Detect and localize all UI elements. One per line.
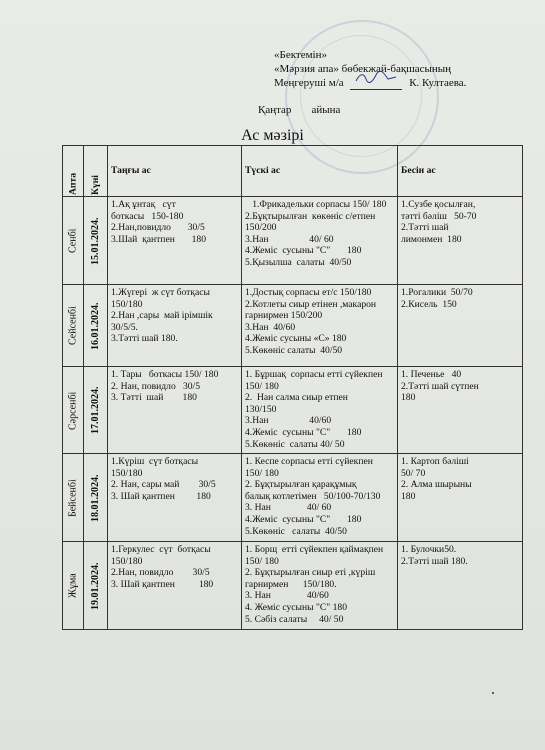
menu-line: 50/ 70	[401, 467, 426, 479]
manager-prefix: Меңгеруші м/а	[274, 77, 344, 89]
menu-line: 4.Жеміс сусыны "С" 180	[245, 426, 362, 438]
snack-cell	[398, 197, 523, 285]
menu-line: 5.Көкөніс салаты 40/50	[245, 344, 343, 356]
menu-line: 1. Картоп бәліші	[401, 456, 469, 467]
menu-line: 1. Бұршақ сорпасы етті сүйекпен	[245, 369, 383, 380]
menu-line: 4.Жеміс сусыны "С" 180	[245, 513, 362, 525]
menu-line: балық котлетімен 50/100-70/130	[245, 490, 381, 502]
page-mark	[492, 692, 494, 694]
menu-line: 3. Шай қантпен 180	[111, 578, 214, 590]
menu-line: 150/ 180	[245, 555, 279, 567]
month-line	[258, 104, 340, 116]
menu-line: 30/5/5.	[111, 321, 138, 333]
menu-line: 4. Жеміс сусыны "С" 180	[245, 601, 347, 613]
menu-line: 2. Бұқтырылған сиыр еті ,күріш	[245, 567, 376, 579]
column-header-week: Апта	[63, 146, 84, 197]
lunch-cell	[242, 542, 398, 630]
menu-line: 1.Достық сорпасы ет/с 150/180	[245, 287, 372, 298]
menu-line: 1.Ақ ұнтақ сүт	[111, 199, 176, 210]
menu-line: 3. Шай қантпен 180	[111, 490, 211, 502]
menu-line: 3. Тәтті шай 180	[111, 392, 197, 404]
date-cell: 17.01.2024.	[84, 367, 108, 454]
menu-line: 2. Алма шырыны	[401, 479, 472, 491]
lunch-cell	[242, 367, 398, 454]
table-row	[63, 454, 523, 542]
date-cell: 15.01.2024.	[84, 197, 108, 285]
menu-line: 2.Тәтті шай сүтпен	[401, 380, 479, 392]
weekday-cell: Сейсенбі	[63, 285, 84, 367]
menu-line: 180	[401, 490, 416, 502]
lunch-cell	[242, 454, 398, 542]
breakfast-cell	[108, 285, 242, 367]
menu-line: 150/180	[111, 467, 143, 479]
menu-line: 150/ 180	[245, 467, 279, 479]
menu-line: гарнирмен 150/180.	[245, 578, 337, 590]
date-cell: 18.01.2024.	[84, 454, 108, 542]
menu-line: 2.Нан ,сары май ірімшік	[111, 310, 213, 322]
menu-line: 150/180	[111, 555, 143, 567]
menu-line: 1.Жүгері ж сүт ботқасы	[111, 287, 210, 298]
menu-line: 2.Кисель 150	[401, 298, 457, 310]
menu-line: 1. Кеспе сорпасы етті сүйекпен	[245, 456, 373, 467]
approval-line-1: «Бектемін»	[274, 49, 327, 61]
menu-line: 180	[401, 392, 416, 404]
menu-line: 1.Сузбе қосылған,	[401, 199, 476, 210]
menu-table	[62, 145, 523, 630]
menu-line: 1. Булочки50.	[401, 544, 457, 555]
menu-line: 1. Печенье 40	[401, 369, 462, 380]
menu-line: 1. Тары боткасы 150/ 180	[111, 369, 219, 380]
table-row	[63, 197, 523, 285]
menu-line: 5.Қызылша салаты 40/50	[245, 256, 352, 268]
weekday-cell: Сәрсенбі	[63, 367, 84, 454]
column-header-snack: Бесін ас	[398, 146, 523, 197]
menu-line: 2.Нан, повидло 30/5	[111, 567, 210, 579]
date-cell: 19.01.2024.	[84, 542, 108, 630]
menu-line: 1.Рогалики 50/70	[401, 287, 473, 298]
snack-cell	[398, 454, 523, 542]
menu-line: 4.Жеміс сусыны «С» 180	[245, 333, 347, 345]
menu-line: 4.Жеміс сусыны "С" 180	[245, 245, 362, 257]
table-row	[63, 367, 523, 454]
page-title: Ас мәзірі	[241, 127, 304, 144]
column-header-lunch: Түскі ас	[242, 146, 398, 197]
lunch-cell	[242, 285, 398, 367]
menu-line: 3. Нан 40/60	[245, 590, 329, 602]
snack-cell	[398, 542, 523, 630]
breakfast-cell	[108, 454, 242, 542]
column-header-day: Күні	[84, 146, 108, 197]
menu-line: 2.Нан,повидло 30/5	[111, 222, 205, 234]
menu-line: 130/150	[245, 403, 277, 415]
menu-line: 3.Нан 40/60	[245, 321, 296, 333]
menu-line: 2. Бұқтырылған қарақұмық	[245, 479, 357, 491]
table-row	[63, 285, 523, 367]
weekday-cell: Бейсенбі	[63, 454, 84, 542]
menu-line: 2. Нан салма сиыр етпен	[245, 392, 348, 404]
snack-cell	[398, 285, 523, 367]
menu-line: 1.Геркулес сүт ботқасы	[111, 544, 211, 555]
menu-line: 2.Бұқтырылған көкөніс с/етпен	[245, 210, 376, 222]
menu-line: гарнирмен 150/200	[245, 310, 323, 322]
month-word: Қаңтар	[258, 104, 292, 116]
manager-name: К. Култаева.	[409, 77, 467, 89]
weekday-cell: Жұма	[63, 542, 84, 630]
menu-line: 3.Нан 40/60	[245, 415, 332, 427]
menu-line: лимонмен 180	[401, 233, 462, 245]
menu-line: 5.Көкөніс салаты 40/50	[245, 525, 347, 537]
breakfast-cell	[108, 197, 242, 285]
menu-line: боткасы 150-180	[111, 210, 184, 222]
menu-line: 3.Шай қантпен 180	[111, 233, 207, 245]
menu-line: 3.Тәтті шай 180.	[111, 333, 178, 345]
menu-line: 2. Нан, сары май 30/5	[111, 479, 216, 491]
month-suffix: айына	[311, 104, 341, 116]
signature-icon	[350, 77, 402, 90]
menu-line: 1.Фрикадельки сорпасы 150/ 180	[245, 199, 387, 210]
breakfast-cell	[108, 542, 242, 630]
menu-line: 2.Тәтті шай	[401, 222, 449, 234]
date-cell: 16.01.2024.	[84, 285, 108, 367]
table-row	[63, 542, 523, 630]
menu-line: 150/200	[245, 222, 277, 234]
snack-cell	[398, 367, 523, 454]
menu-line: тәтті бәліш 50-70	[401, 210, 477, 222]
approval-line-2: «Мәрзия апа» бөбекжай-бақшасының	[274, 63, 452, 75]
menu-line: 1. Борщ етті сүйекпен қаймақпен	[245, 544, 384, 555]
lunch-cell	[242, 197, 398, 285]
approval-header	[274, 48, 534, 90]
menu-line: 5. Сәбіз салаты 40/ 50	[245, 613, 344, 625]
menu-line: 3. Нан 40/ 60	[245, 502, 332, 514]
menu-line: 2. Нан, повидло 30/5	[111, 380, 201, 392]
menu-line: 150/ 180	[245, 380, 279, 392]
column-header-breakfast: Таңғы ас	[108, 146, 242, 197]
menu-line: 2.Тәтті шай 180.	[401, 555, 468, 567]
breakfast-cell	[108, 367, 242, 454]
menu-line: 3.Нан 40/ 60	[245, 233, 334, 245]
table-body	[63, 197, 523, 630]
menu-line: 1.Күріш сүт ботқасы	[111, 456, 199, 467]
table-header-row	[63, 146, 523, 197]
approval-line-3	[274, 76, 534, 90]
menu-line: 5.Көкөніс салаты 40/ 50	[245, 438, 345, 450]
menu-line: 2.Котлеты сиыр етінен ,макарон	[245, 298, 377, 310]
menu-line: 150/180	[111, 298, 143, 310]
weekday-cell: Сенбі	[63, 197, 84, 285]
